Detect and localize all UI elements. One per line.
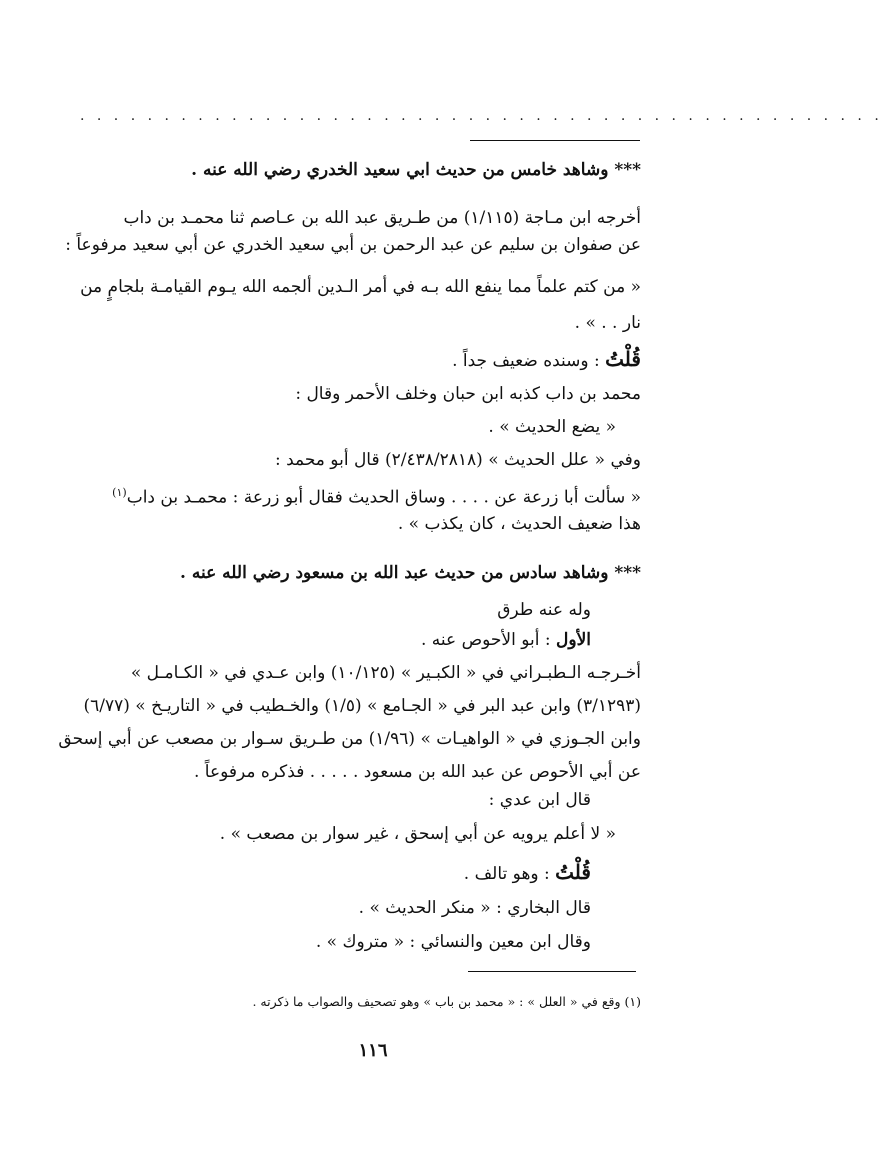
author-comment [464, 860, 591, 886]
qultu-label: قُلْتُ [555, 860, 591, 884]
text-line: أخرجه ابن مـاجة (١/١١٥) من طـريق عبد الله بن عـاصم ثنا محمـد بن داب [123, 208, 641, 228]
text-line: وله عنه طرق [497, 600, 591, 620]
first-route-line [421, 628, 591, 652]
text-line: (٣/١٢٩٣) وابن عبد البر في « الجـامع » (١/٥) والخـطيب في « التاريـخ » (٦/٧٧) [83, 696, 641, 716]
text-line: محمد بن داب كذبه ابن حبان وخلف الأحمر وقال : [295, 384, 641, 404]
hadith-quote-line: « من كتم علماً مما ينفع الله بـه في أمر الـدين ألجمه الله يـوم القيامـة بلجامٍ من [80, 277, 641, 297]
quote-line: هذا ضعيف الحديث ، كان يكذب » . [397, 514, 641, 534]
footnote: (١) وقع في « العلل » : « محمد بن باب » وهو تصحيف والصواب ما ذكرته . [252, 994, 641, 1009]
page-number: ١١٦ [358, 1040, 388, 1061]
section-heading-fifth: *** وشاهد خامس من حديث ابي سعيد الخدري رضي الله عنه . [191, 160, 641, 180]
qultu-label: قُلْتُ [605, 347, 641, 371]
text-line: قال ابن عدي : [488, 790, 591, 810]
quote-text: « سألت أبا زرعة عن . . . . وساق الحديث فقال أبو زرعة : محمـد بن داب [126, 487, 641, 508]
quote-line: « يضع الحديث » . [488, 417, 616, 437]
header-dotted-line: . . . . . . . . . . . . . . . . . . . . . . . . . . . . . . . . . . . . . . . . . . . . . . . . [80, 108, 883, 124]
footnote-rule [468, 971, 636, 972]
text-line: وفي « علل الحديث » (٢/٤٣٨/٢٨١٨) قال أبو محمد : [274, 450, 641, 470]
qultu-text: : وهو تالف . [463, 864, 550, 884]
qultu-text: : وسنده ضعيف جداً . [452, 351, 600, 371]
text-line: أخـرجـه الـطبـراني في « الكبـير » (١٠/١٢٥) وابن عـدي في « الكـامـل » [130, 663, 641, 683]
section-heading-sixth: *** وشاهد سادس من حديث عبد الله بن مسعود رضي الله عنه . [180, 563, 641, 583]
text-line: عن صفوان بن سليم عن عبد الرحمن بن أبي سعيد الخدري عن أبي سعيد مرفوعاً : [65, 235, 641, 255]
header-rule [470, 140, 640, 141]
text-line: عن أبي الأحوص عن عبد الله بن مسعود . . . . . فذكره مرفوعاً . [193, 762, 641, 782]
text-line: وابن الجـوزي في « الواهيـات » (١/٩٦) من طـريق سـوار بن مصعب عن أبي إسحق [58, 729, 641, 749]
first-route-label: الأول [556, 630, 591, 650]
footnote-reference: (١) [112, 486, 127, 499]
hadith-quote-line: نار . . » . [574, 313, 641, 333]
first-route-text: : أبو الأحوص عنه . [420, 630, 551, 650]
author-comment [452, 347, 641, 373]
quote-line: « لا أعلم يرويه عن أبي إسحق ، غير سوار بن مصعب » . [219, 824, 616, 844]
text-line: قال البخاري : « منكر الحديث » . [358, 898, 591, 918]
text-line: وقال ابن معين والنسائي : « متروك » . [315, 932, 591, 952]
quote-line [112, 481, 641, 510]
